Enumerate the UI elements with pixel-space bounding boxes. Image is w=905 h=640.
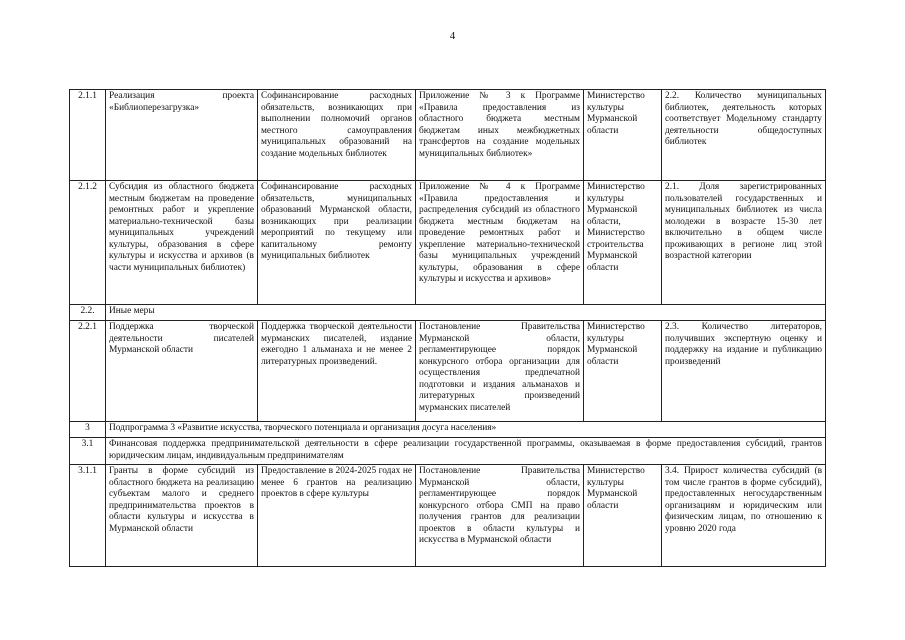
row-number: 3.1 [70, 438, 106, 465]
legal-basis-cell: Постановление Правительства Мурманской области, регламентирующее порядок конкурсного отбора организации для осуществления предпечатной подготовки и издания альманахов и литературных произведений мурманских писателей [416, 321, 584, 422]
measure-content-cell: Поддержка творческой деятельности мурманских писателей, издание ежегодно 1 альманаха и не менее 2 литературных произведений. [258, 321, 416, 422]
executor-cell: Министерство культуры Мурманской области [584, 321, 662, 422]
row-number: 2.1.1 [70, 90, 106, 181]
measure-name-cell: Гранты в форме субсидий из областного бюджета на реализацию субъектам малого и среднего предпринимательства проектов в области культуры и искусства в Мурманской области [106, 465, 258, 567]
table-row-2-2-1 [70, 321, 826, 422]
indicator-cell: 3.4. Прирост количества субсидий (в том числе грантов в форме субсидий), предоставленных негосударственным организациям и юридическим или физическим лицам, по отношению к уровню 2020 года [662, 465, 826, 567]
row-number: 3 [70, 422, 106, 438]
row-number: 2.2. [70, 305, 106, 321]
measure-content-cell: Софинансирование расходных обязательств, муниципальных образований Мурманской области, возникающих при реализации мероприятий по текущему или капитальному ремонту муниципальных библиотек [258, 181, 416, 305]
legal-basis-cell: Приложение № 3 к Программе «Правила предоставления из областного бюджета местным бюджетам иных межбюджетных трансфертов на создание модельных муниципальных библиотек» [416, 90, 584, 181]
executor-cell: Министерство культуры Мурманской области [584, 465, 662, 567]
row-number: 2.2.1 [70, 321, 106, 422]
table-row-3-1 [70, 438, 826, 465]
section-title-cell: Иные меры [106, 305, 826, 321]
measure-name-cell: Реализация проекта «Библиоперезагрузка» [106, 90, 258, 181]
row-number: 3.1.1 [70, 465, 106, 567]
indicator-cell: 2.3. Количество литераторов, получивших экспертную оценку и поддержку на издание и публикацию произведений [662, 321, 826, 422]
table-row-2-2 [70, 305, 826, 321]
table-row-2-1-1 [70, 90, 826, 181]
table-row-2-1-2 [70, 181, 826, 305]
measure-name-cell: Субсидия из областного бюджета местным бюджетам на проведение ремонтных работ и укрепление материально-технической базы муниципальных учреждений культуры, образования в сфере культуры и искусства и архивов (в части муниципальных библиотек) [106, 181, 258, 305]
indicator-cell: 2.1. Доля зарегистрированных пользователей государственных и муниципальных библиотек из числа молодежи в возрасте 15-30 лет включительно в общем числе проживающих в регионе лиц этой возрастной категории [662, 181, 826, 305]
executor-cell: Министерство культуры Мурманской области [584, 90, 662, 181]
program-measures-table [69, 89, 826, 567]
legal-basis-cell: Постановление Правительства Мурманской области, регламентирующее порядок конкурсного отбора СМП на право получения грантов для реализации проектов в области культуры и искусства в Мурманской области [416, 465, 584, 567]
page-number: 4 [449, 30, 456, 42]
section-title-cell: Финансовая поддержка предпринимательской деятельности в сфере реализации государственной программы, оказываемая в форме предоставления субсидий, грантов юридическим лицам, индивидуальным предпринимателям [106, 438, 826, 465]
measure-content-cell: Софинансирование расходных обязательств, возникающих при выполнении полномочий органов местного самоуправления муниципальных образований на создание модельных библиотек [258, 90, 416, 181]
indicator-cell: 2.2. Количество муниципальных библиотек, деятельность которых соответствует Модельному стандарту деятельности общедоступных библиотек [662, 90, 826, 181]
legal-basis-cell: Приложение № 4 к Программе «Правила предоставления и распределения субсидий из областного бюджета местным бюджетам на проведение ремонтных работ и укрепление материально-технической базы муниципальных учреждений культуры, образования в сфере культуры и искусства и архивов» [416, 181, 584, 305]
executor-cell: Министерство культуры Мурманской области, Министерство строительства Мурманской области [584, 181, 662, 305]
table-row-3-1-1 [70, 465, 826, 567]
measure-content-cell: Предоставление в 2024-2025 годах не менее 6 грантов на реализацию проектов в сфере культуры [258, 465, 416, 567]
subprogram-title-cell: Подпрограмма 3 «Развитие искусства, творческого потенциала и организация досуга населения» [106, 422, 826, 438]
table-row-3 [70, 422, 826, 438]
measure-name-cell: Поддержка творческой деятельности писателей Мурманской области [106, 321, 258, 422]
row-number: 2.1.2 [70, 181, 106, 305]
